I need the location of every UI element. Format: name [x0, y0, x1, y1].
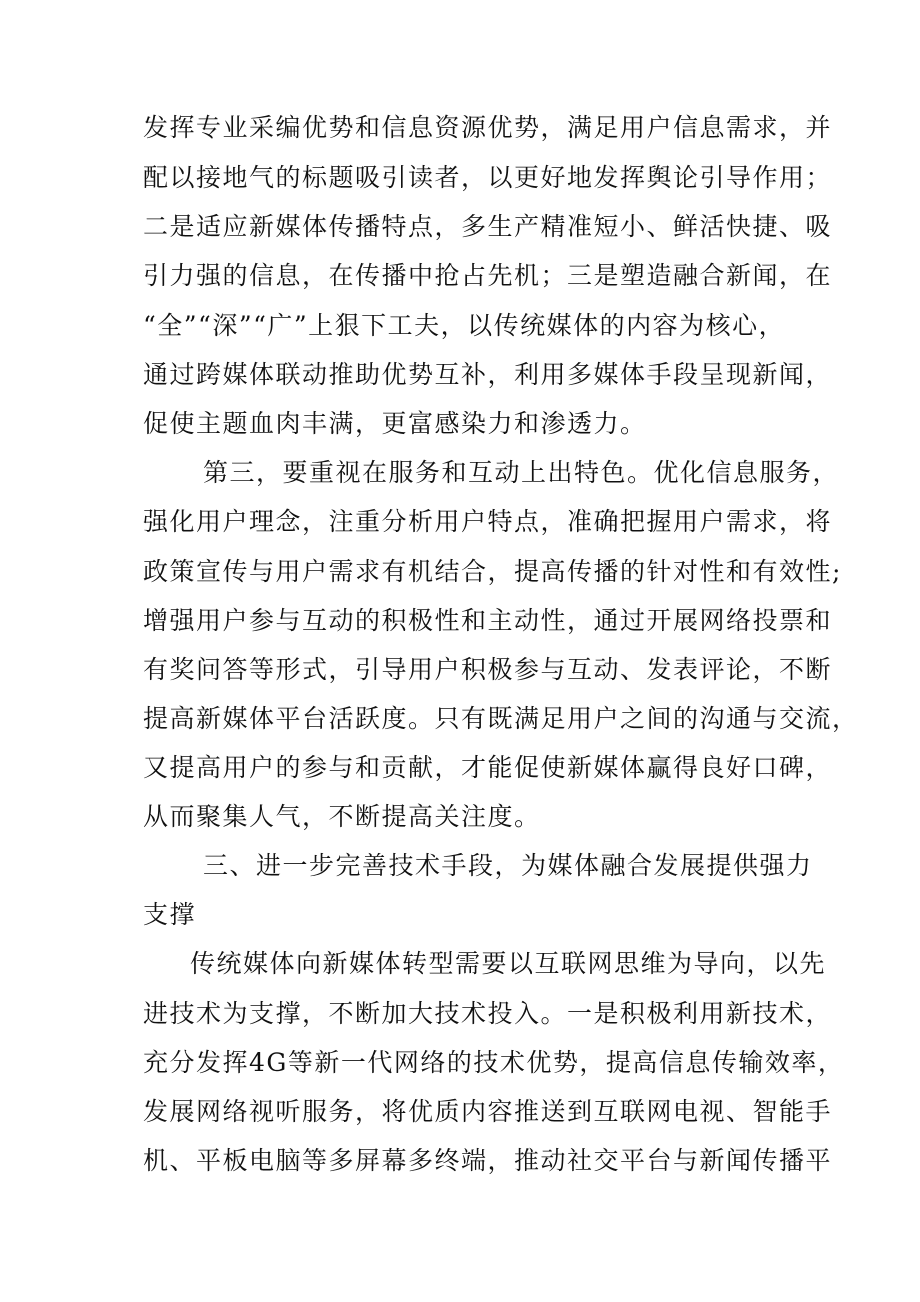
- text-line: 又提高用户的参与和贡献，才能促使新媒体赢得良好口碑，: [143, 753, 833, 782]
- text-line: 引力强的信息，在传播中抢占先机；三是塑造融合新闻，在: [143, 261, 833, 290]
- text-line: 二是适应新媒体传播特点，多生产精准短小、鲜活快捷、吸: [143, 212, 833, 241]
- text-line: 有奖问答等形式，引导用户积极参与互动、发表评论，不断: [143, 655, 833, 684]
- text-line: 第三，要重视在服务和互动上出特色。优化信息服务，: [203, 458, 840, 487]
- text-line: 传统媒体向新媒体转型需要以互联网思维为导向，以先: [190, 949, 827, 978]
- text-line: 充分发挥4G等新一代网络的技术优势，提高信息传输效率，: [143, 1048, 845, 1077]
- text-line: 增强用户参与互动的积极性和主动性，通过开展网络投票和: [143, 606, 833, 635]
- text-line: 进技术为支撑，不断加大技术投入。一是积极利用新技术，: [143, 999, 833, 1028]
- text-line: 提高新媒体平台活跃度。只有既满足用户之间的沟通与交流，: [143, 704, 859, 733]
- heading-line: 三、进一步完善技术手段，为媒体融合发展提供强力: [203, 851, 813, 880]
- text-line: “全”“深”“广”上狠下工夫，以传统媒体的内容为核心，: [143, 311, 786, 340]
- text-line: 发挥专业采编优势和信息资源优势，满足用户信息需求，并: [143, 113, 833, 142]
- text-line: 通过跨媒体联动推助优势互补，利用多媒体手段呈现新闻，: [143, 360, 833, 389]
- text-line: 促使主题血肉丰满，更富感染力和渗透力。: [143, 409, 647, 438]
- text-line: 强化用户理念，注重分析用户特点，准确把握用户需求，将: [143, 507, 833, 536]
- text-line: 政策宣传与用户需求有机结合，提高传播的针对性和有效性;: [143, 557, 842, 586]
- text-line: 从而聚集人气，不断提高关注度。: [143, 802, 541, 831]
- text-line: 配以接地气的标题吸引读者，以更好地发挥舆论引导作用；: [143, 163, 833, 192]
- text-line: 机、平板电脑等多屏幕多终端，推动社交平台与新闻传播平: [143, 1146, 833, 1175]
- heading-line: 支撑: [143, 900, 197, 929]
- text-line: 发展网络视听服务，将优质内容推送到互联网电视、智能手: [143, 1097, 833, 1126]
